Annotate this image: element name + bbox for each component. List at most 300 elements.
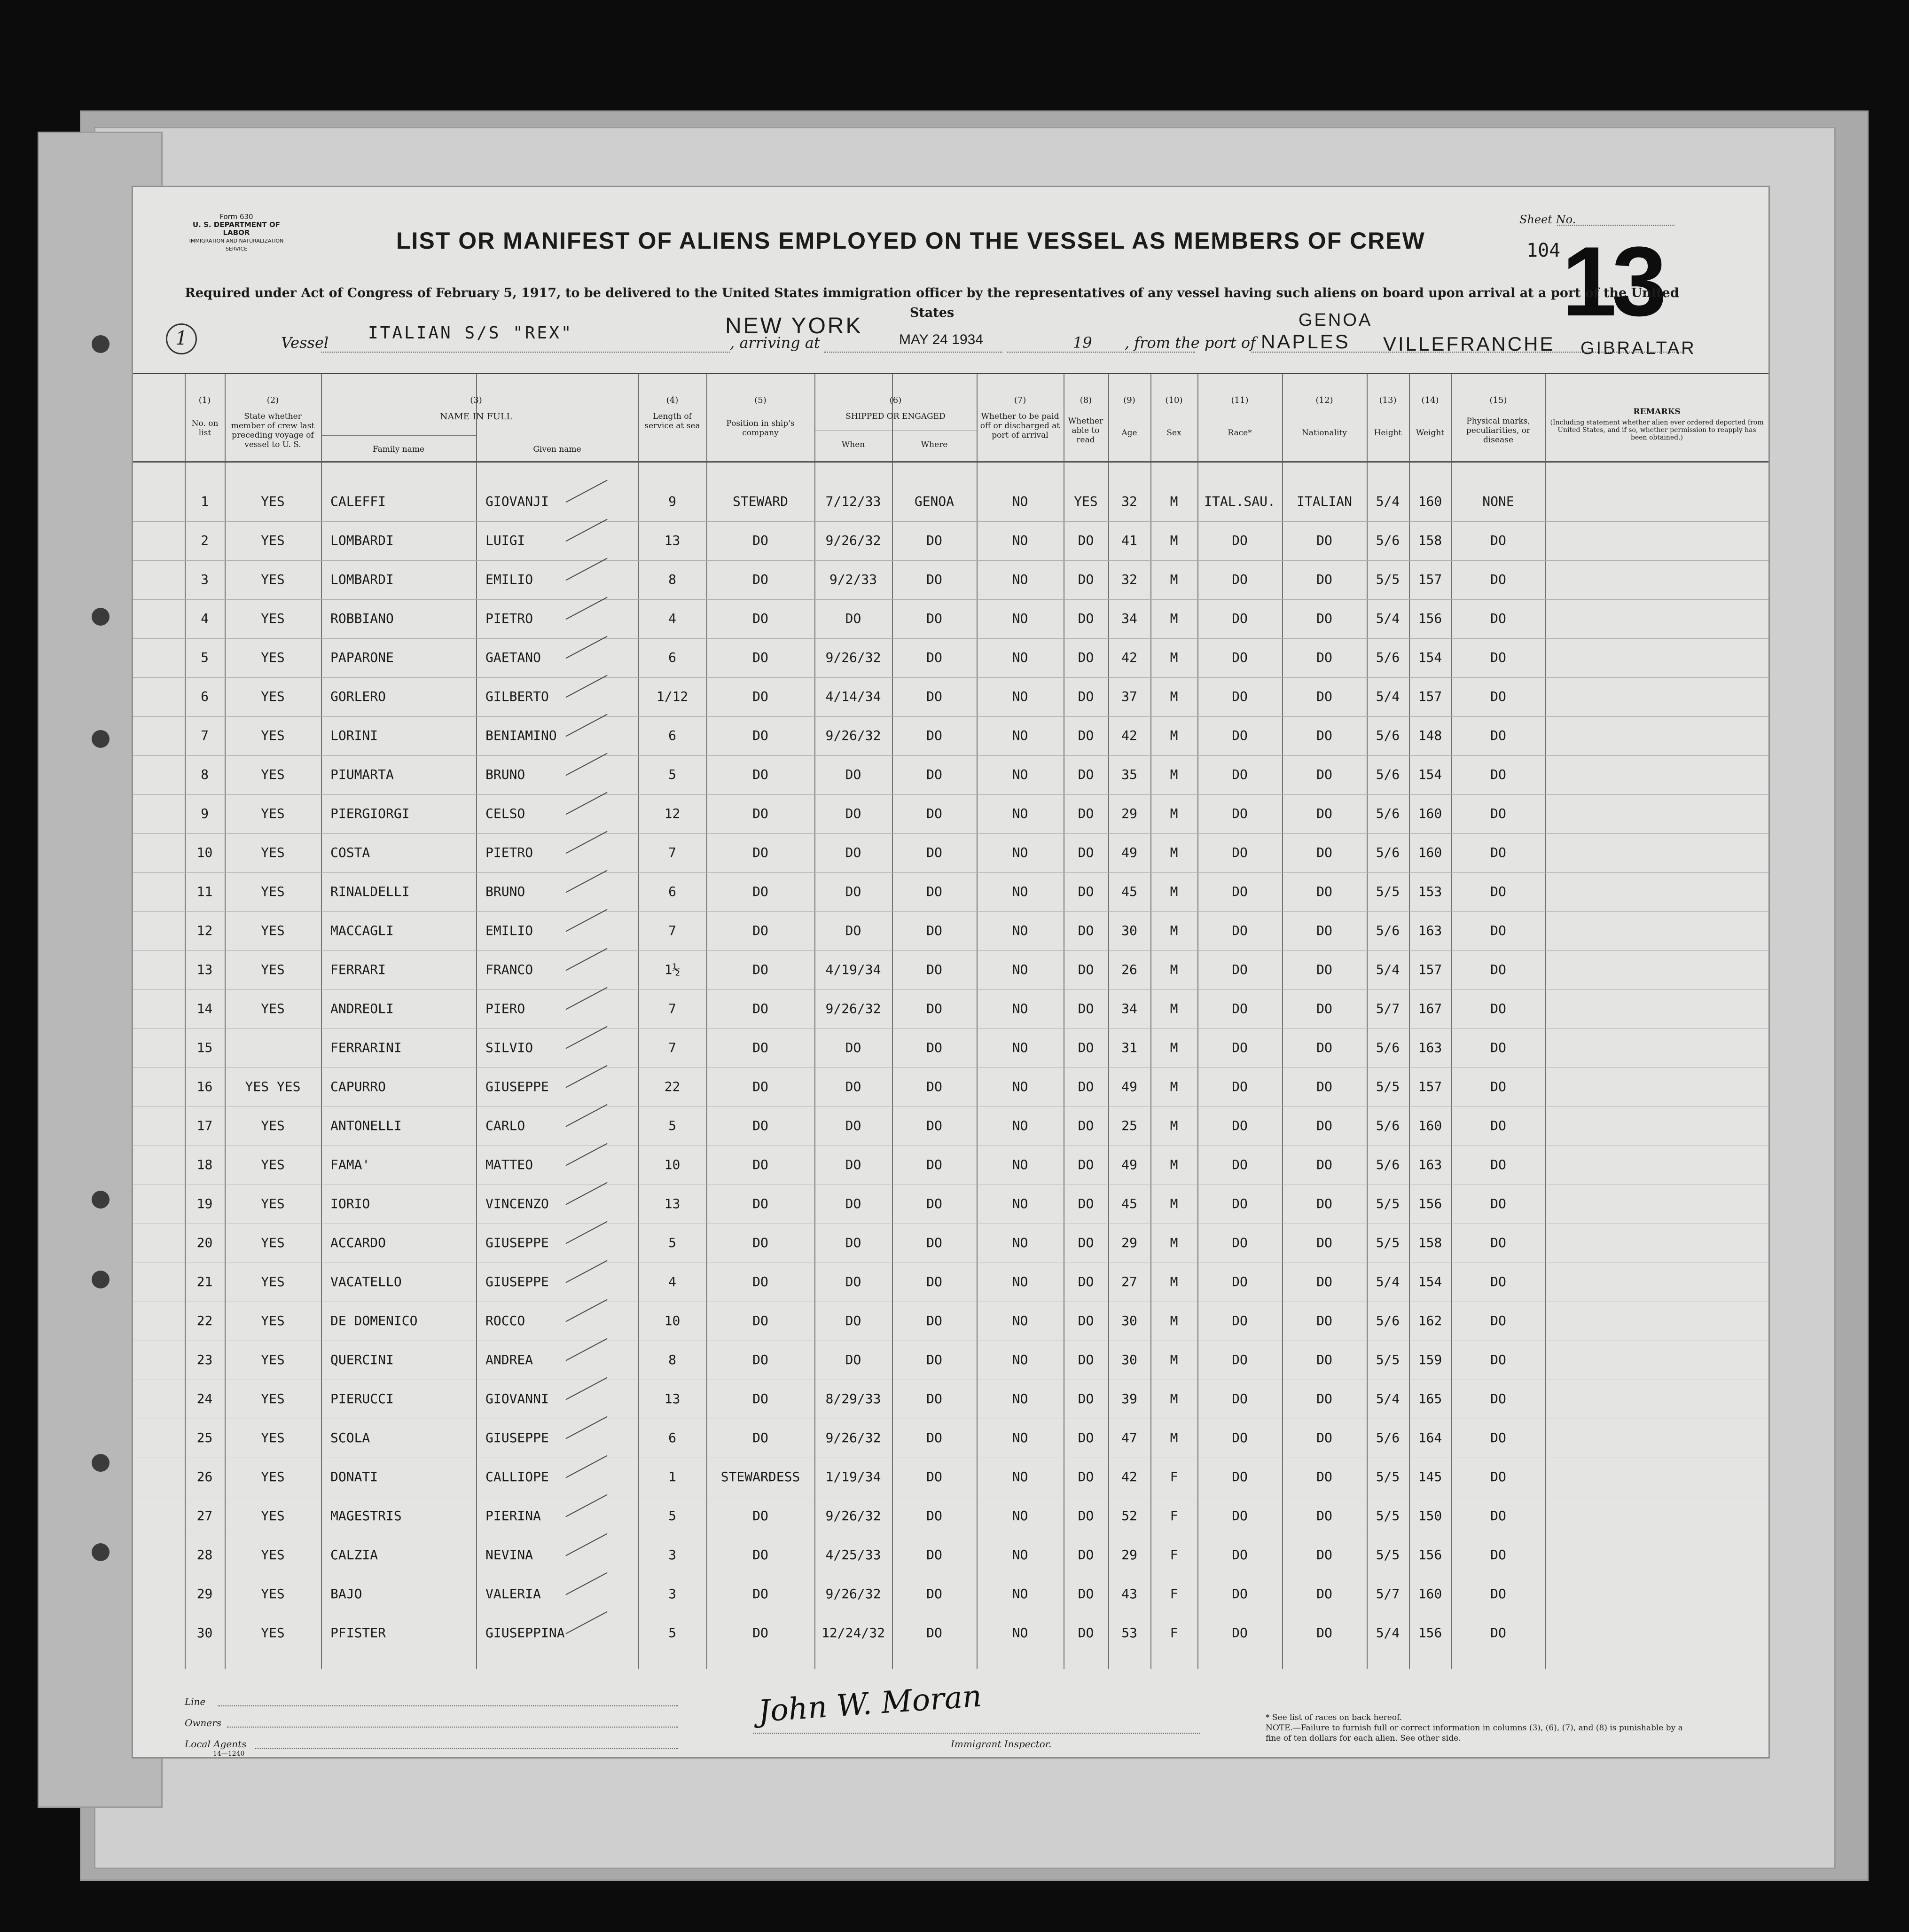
cell-position: DO	[752, 1196, 768, 1211]
cell-weight: 164	[1418, 1430, 1442, 1445]
cell-shipped-where: DO	[926, 728, 942, 743]
cell-nationality: DO	[1316, 923, 1332, 938]
cell-previous-voyage: YES	[261, 1508, 285, 1524]
cell-position: DO	[752, 572, 768, 587]
cell-shipped-where: DO	[926, 923, 942, 938]
cell-previous-voyage: YES YES	[245, 1079, 301, 1094]
cell-row-number: 2	[201, 533, 209, 548]
col5-number: (5)	[754, 395, 767, 405]
cell-previous-voyage: YES	[261, 1196, 285, 1211]
cell-paid-off: NO	[1012, 806, 1028, 821]
vessel-rule	[321, 352, 730, 353]
cell-sex: M	[1170, 650, 1178, 665]
cell-physical-marks: DO	[1490, 1352, 1506, 1367]
cell-physical-marks: DO	[1490, 1469, 1506, 1484]
col7-header: Whether to be paid off or discharged at port of arrival	[980, 412, 1060, 440]
cell-given-name: GAETANO	[485, 650, 541, 665]
cell-able-to-read: DO	[1078, 650, 1094, 665]
cell-shipped-when: DO	[845, 1118, 861, 1133]
cell-position: DO	[752, 845, 768, 860]
cell-physical-marks: DO	[1490, 1079, 1506, 1094]
cell-service-length: 22	[664, 1079, 681, 1094]
cell-paid-off: NO	[1012, 1274, 1028, 1289]
cell-height: 5/5	[1376, 1079, 1400, 1094]
cell-service-length: 7	[668, 1001, 676, 1016]
cell-family-name: CALZIA	[330, 1547, 378, 1563]
cell-shipped-when: 9/26/32	[825, 728, 881, 743]
cell-nationality: DO	[1316, 767, 1332, 782]
cell-paid-off: NO	[1012, 689, 1028, 704]
cell-service-length: 5	[668, 1235, 676, 1250]
cell-shipped-when: DO	[845, 923, 861, 938]
cell-family-name: DE DOMENICO	[330, 1313, 418, 1328]
year-label: 19	[1073, 334, 1092, 352]
cell-row-number: 5	[201, 650, 209, 665]
cell-service-length: 8	[668, 572, 676, 587]
col10-number: (10)	[1165, 395, 1183, 405]
cell-given-name: GIUSEPPE	[485, 1079, 549, 1094]
col4-number: (4)	[666, 395, 679, 405]
cell-able-to-read: DO	[1078, 884, 1094, 899]
cell-age: 41	[1121, 533, 1137, 548]
cell-weight: 157	[1418, 1079, 1442, 1094]
cell-family-name: SCOLA	[330, 1430, 370, 1445]
cell-able-to-read: DO	[1078, 728, 1094, 743]
where-header: Where	[921, 440, 948, 449]
cell-race: DO	[1232, 1157, 1248, 1172]
cell-service-length: 1/12	[656, 689, 688, 704]
form-number: Form 630	[219, 212, 253, 221]
cell-shipped-when: DO	[845, 1313, 861, 1328]
col3-number: (3)	[470, 395, 482, 405]
cell-given-name: PIERO	[485, 1001, 525, 1016]
cell-family-name: PAPARONE	[330, 650, 394, 665]
cell-physical-marks: DO	[1490, 533, 1506, 548]
arrival-port-stamp: NEW YORK	[725, 314, 863, 338]
cell-position: DO	[752, 689, 768, 704]
cell-age: 37	[1121, 689, 1137, 704]
cell-weight: 163	[1418, 1040, 1442, 1055]
service-name: IMMIGRATION AND NATURALIZATION SERVICE	[189, 238, 284, 252]
table-row	[133, 1341, 1768, 1380]
table-row	[133, 1302, 1768, 1341]
cell-service-length: 1	[668, 1469, 676, 1484]
cell-weight: 157	[1418, 962, 1442, 977]
cell-race: DO	[1232, 533, 1248, 548]
cell-given-name: VALERIA	[485, 1586, 541, 1602]
cell-given-name: LUIGI	[485, 533, 525, 548]
cell-physical-marks: DO	[1490, 650, 1506, 665]
cell-weight: 157	[1418, 689, 1442, 704]
cell-race: DO	[1232, 962, 1248, 977]
cell-age: 30	[1121, 923, 1137, 938]
cell-shipped-when: 9/26/32	[825, 650, 881, 665]
cell-race: DO	[1232, 611, 1248, 626]
cell-physical-marks: DO	[1490, 1235, 1506, 1250]
cell-previous-voyage: YES	[261, 650, 285, 665]
cell-nationality: DO	[1316, 611, 1332, 626]
punch-hole	[92, 1271, 110, 1288]
col9-number: (9)	[1123, 395, 1135, 405]
cell-nationality: DO	[1316, 1547, 1332, 1563]
cell-nationality: DO	[1316, 1586, 1332, 1602]
table-row	[133, 638, 1768, 678]
cell-paid-off: NO	[1012, 1547, 1028, 1563]
cell-sex: M	[1170, 884, 1178, 899]
cell-service-length: 9	[668, 494, 676, 509]
cell-weight: 160	[1418, 1118, 1442, 1133]
cell-sex: M	[1170, 1235, 1178, 1250]
cell-race: DO	[1232, 728, 1248, 743]
cell-shipped-when: DO	[845, 611, 861, 626]
cell-shipped-when: 12/24/32	[821, 1625, 885, 1641]
cell-shipped-when: 4/25/33	[825, 1547, 881, 1563]
cell-position: DO	[752, 1001, 768, 1016]
cell-paid-off: NO	[1012, 1235, 1028, 1250]
cell-given-name: SILVIO	[485, 1040, 533, 1055]
cell-previous-voyage: YES	[261, 572, 285, 587]
cell-position: DO	[752, 1235, 768, 1250]
cell-shipped-where: DO	[926, 1196, 942, 1211]
col6-number: (6)	[889, 395, 902, 405]
cell-previous-voyage: YES	[261, 1157, 285, 1172]
punch-hole	[92, 730, 110, 748]
cell-given-name: GIUSEPPINA	[485, 1625, 565, 1641]
crew-manifest-table	[133, 373, 1768, 1667]
cell-height: 5/5	[1376, 1547, 1400, 1563]
port-naples: NAPLES	[1261, 330, 1350, 353]
department-name: U. S. DEPARTMENT OF LABOR	[192, 220, 281, 237]
vessel-name: ITALIAN S/S "REX"	[368, 323, 573, 343]
cell-shipped-where: DO	[926, 1625, 942, 1641]
cell-weight: 156	[1418, 1196, 1442, 1211]
cell-previous-voyage: YES	[261, 611, 285, 626]
cell-race: DO	[1232, 1196, 1248, 1211]
cell-sex: M	[1170, 1274, 1178, 1289]
cell-race: DO	[1232, 1235, 1248, 1250]
port-gibraltar: GIBRALTAR	[1580, 338, 1696, 358]
cell-nationality: DO	[1316, 962, 1332, 977]
cell-service-length: 4	[668, 1274, 676, 1289]
cell-sex: M	[1170, 767, 1178, 782]
table-row	[133, 1458, 1768, 1497]
cell-nationality: DO	[1316, 689, 1332, 704]
cell-age: 49	[1121, 845, 1137, 860]
cell-nationality: DO	[1316, 533, 1332, 548]
col7-number: (7)	[1014, 395, 1026, 405]
cell-height: 5/6	[1376, 1430, 1400, 1445]
table-row	[133, 794, 1768, 834]
cell-family-name: LORINI	[330, 728, 378, 743]
form-identifier	[185, 213, 288, 253]
cell-age: 47	[1121, 1430, 1137, 1445]
cell-physical-marks: DO	[1490, 728, 1506, 743]
cell-given-name: EMILIO	[485, 923, 533, 938]
cell-service-length: 5	[668, 767, 676, 782]
cell-age: 29	[1121, 1235, 1137, 1250]
cell-age: 49	[1121, 1079, 1137, 1094]
cell-paid-off: NO	[1012, 1508, 1028, 1524]
cell-family-name: LOMBARDI	[330, 572, 394, 587]
cell-age: 34	[1121, 1001, 1137, 1016]
cell-age: 42	[1121, 650, 1137, 665]
cell-age: 27	[1121, 1274, 1137, 1289]
header-rule	[133, 461, 1768, 463]
cell-physical-marks: DO	[1490, 1586, 1506, 1602]
cell-height: 5/6	[1376, 650, 1400, 665]
cell-service-length: 5	[668, 1118, 676, 1133]
cell-physical-marks: DO	[1490, 1313, 1506, 1328]
table-row	[133, 911, 1768, 951]
port-villefranche: VILLEFRANCHE	[1383, 333, 1555, 355]
cell-weight: 160	[1418, 494, 1442, 509]
cell-shipped-where: DO	[926, 1508, 942, 1524]
cell-row-number: 8	[201, 767, 209, 782]
cell-previous-voyage: YES	[261, 1391, 285, 1406]
cell-row-number: 18	[196, 1157, 213, 1172]
cell-row-number: 6	[201, 689, 209, 704]
line-label: Line	[185, 1696, 206, 1707]
cell-shipped-when: 1/19/34	[825, 1469, 881, 1484]
cell-shipped-where: DO	[926, 1040, 942, 1055]
cell-shipped-where: DO	[926, 1352, 942, 1367]
cell-previous-voyage: YES	[261, 494, 285, 509]
cell-row-number: 19	[196, 1196, 213, 1211]
cell-shipped-when: DO	[845, 1196, 861, 1211]
cell-able-to-read: DO	[1078, 1391, 1094, 1406]
port-genoa: GENOA	[1299, 310, 1373, 330]
cell-sex: M	[1170, 1118, 1178, 1133]
cell-shipped-when: 8/29/33	[825, 1391, 881, 1406]
cell-position: STEWARDESS	[720, 1469, 800, 1484]
col12-number: (12)	[1315, 395, 1333, 405]
cell-able-to-read: DO	[1078, 1547, 1094, 1563]
cell-able-to-read: DO	[1078, 923, 1094, 938]
cell-given-name: ANDREA	[485, 1352, 533, 1367]
cell-shipped-where: DO	[926, 1586, 942, 1602]
punch-hole	[92, 1543, 110, 1561]
col1-header: No. on list	[191, 419, 219, 438]
cell-height: 5/4	[1376, 689, 1400, 704]
col12-header: Nationality	[1302, 428, 1347, 438]
cell-sex: M	[1170, 1196, 1178, 1211]
cell-physical-marks: DO	[1490, 884, 1506, 899]
cell-position: DO	[752, 962, 768, 977]
cell-row-number: 26	[196, 1469, 213, 1484]
given-name-header: Given name	[533, 445, 581, 454]
cell-service-length: 6	[668, 884, 676, 899]
table-row	[133, 833, 1768, 873]
cell-family-name: ACCARDO	[330, 1235, 386, 1250]
cell-position: DO	[752, 533, 768, 548]
cell-age: 39	[1121, 1391, 1137, 1406]
cell-given-name: BRUNO	[485, 767, 525, 782]
col15-number: (15)	[1489, 395, 1507, 405]
cell-given-name: PIERINA	[485, 1508, 541, 1524]
table-row	[133, 1614, 1768, 1653]
table-row	[133, 1263, 1768, 1302]
cell-weight: 158	[1418, 1235, 1442, 1250]
cell-row-number: 15	[196, 1040, 213, 1055]
cell-shipped-where: DO	[926, 689, 942, 704]
cell-nationality: DO	[1316, 1469, 1332, 1484]
col15-header: Physical marks, peculiarities, or disease	[1466, 416, 1531, 445]
cell-position: DO	[752, 611, 768, 626]
cell-row-number: 14	[196, 1001, 213, 1016]
cell-service-length: 7	[668, 1040, 676, 1055]
cell-shipped-where: DO	[926, 767, 942, 782]
cell-service-length: 10	[664, 1313, 681, 1328]
cell-able-to-read: DO	[1078, 1352, 1094, 1367]
cell-age: 32	[1121, 572, 1137, 587]
cell-previous-voyage: YES	[261, 884, 285, 899]
cell-shipped-where: DO	[926, 1235, 942, 1250]
cell-previous-voyage: YES	[261, 1274, 285, 1289]
cell-sex: M	[1170, 1391, 1178, 1406]
cell-paid-off: NO	[1012, 1001, 1028, 1016]
cell-shipped-where: DO	[926, 1313, 942, 1328]
cell-row-number: 29	[196, 1586, 213, 1602]
cell-able-to-read: DO	[1078, 572, 1094, 587]
cell-physical-marks: DO	[1490, 1391, 1506, 1406]
local-agents-label: Local Agents	[185, 1738, 247, 1750]
cell-weight: 145	[1418, 1469, 1442, 1484]
cell-position: DO	[752, 1508, 768, 1524]
cell-previous-voyage: YES	[261, 1313, 285, 1328]
cell-previous-voyage: YES	[261, 962, 285, 977]
cell-service-length: 8	[668, 1352, 676, 1367]
cell-able-to-read: DO	[1078, 1313, 1094, 1328]
table-row	[133, 1497, 1768, 1536]
cell-height: 5/5	[1376, 1196, 1400, 1211]
cell-position: DO	[752, 884, 768, 899]
cell-previous-voyage: YES	[261, 1547, 285, 1563]
table-row	[133, 1536, 1768, 1575]
cell-race: DO	[1232, 650, 1248, 665]
sheet-number-label: Sheet No.	[1519, 213, 1576, 226]
cell-row-number: 28	[196, 1547, 213, 1563]
col14-number: (14)	[1421, 395, 1439, 405]
table-row	[133, 1224, 1768, 1263]
punch-hole	[92, 608, 110, 626]
cell-given-name: BENIAMINO	[485, 728, 557, 743]
cell-physical-marks: DO	[1490, 1547, 1506, 1563]
cell-weight: 154	[1418, 650, 1442, 665]
cell-family-name: PIERUCCI	[330, 1391, 394, 1406]
cell-paid-off: NO	[1012, 1586, 1028, 1602]
cell-physical-marks: DO	[1490, 806, 1506, 821]
cell-race: DO	[1232, 923, 1248, 938]
col11-number: (11)	[1231, 395, 1249, 405]
cell-sex: M	[1170, 1430, 1178, 1445]
cell-position: DO	[752, 1352, 768, 1367]
cell-service-length: 13	[664, 533, 681, 548]
cell-previous-voyage: YES	[261, 1625, 285, 1641]
cell-paid-off: NO	[1012, 845, 1028, 860]
cell-family-name: MACCAGLI	[330, 923, 394, 938]
cell-physical-marks: DO	[1490, 962, 1506, 977]
cell-sex: F	[1170, 1586, 1178, 1602]
col4-header: Length of service at sea	[644, 412, 700, 431]
cell-service-length: 12	[664, 806, 681, 821]
cell-shipped-where: DO	[926, 1430, 942, 1445]
cell-shipped-when: 7/12/33	[825, 494, 881, 509]
cell-shipped-where: DO	[926, 611, 942, 626]
cell-height: 5/4	[1376, 494, 1400, 509]
date-stamp: MAY 24 1934	[899, 332, 984, 347]
col8-number: (8)	[1080, 395, 1092, 405]
cell-previous-voyage: YES	[261, 767, 285, 782]
cell-shipped-where: GENOA	[914, 494, 954, 509]
cell-nationality: DO	[1316, 1391, 1332, 1406]
cell-given-name: PIETRO	[485, 845, 533, 860]
cell-paid-off: NO	[1012, 1196, 1028, 1211]
cell-able-to-read: DO	[1078, 1118, 1094, 1133]
cell-row-number: 24	[196, 1391, 213, 1406]
cell-race: DO	[1232, 1586, 1248, 1602]
cell-paid-off: NO	[1012, 1313, 1028, 1328]
cell-row-number: 27	[196, 1508, 213, 1524]
cell-able-to-read: DO	[1078, 1235, 1094, 1250]
cell-family-name: CALEFFI	[330, 494, 386, 509]
cell-nationality: DO	[1316, 1001, 1332, 1016]
cell-shipped-when: DO	[845, 1040, 861, 1055]
manifest-sheet	[132, 186, 1770, 1759]
cell-paid-off: NO	[1012, 1391, 1028, 1406]
cell-service-length: 3	[668, 1547, 676, 1563]
cell-shipped-when: 9/26/32	[825, 1001, 881, 1016]
cell-position: DO	[752, 1118, 768, 1133]
cell-physical-marks: DO	[1490, 767, 1506, 782]
cell-sex: M	[1170, 1157, 1178, 1172]
cell-given-name: GIUSEPPE	[485, 1274, 549, 1289]
remarks-note: (Including statement whether alien ever ordered deported from United States, and if so, whether permission to reapply has been obtained.)	[1550, 419, 1764, 441]
family-name-header: Family name	[372, 445, 425, 454]
cell-physical-marks: DO	[1490, 1430, 1506, 1445]
cell-paid-off: NO	[1012, 1625, 1028, 1641]
cell-shipped-where: DO	[926, 845, 942, 860]
cell-age: 45	[1121, 884, 1137, 899]
cell-able-to-read: DO	[1078, 1430, 1094, 1445]
cell-sex: F	[1170, 1508, 1178, 1524]
cell-age: 30	[1121, 1313, 1137, 1328]
table-row	[133, 1029, 1768, 1068]
cell-race: DO	[1232, 1118, 1248, 1133]
cell-race: DO	[1232, 1040, 1248, 1055]
cell-physical-marks: DO	[1490, 1274, 1506, 1289]
cell-shipped-where: DO	[926, 1274, 942, 1289]
cell-shipped-when: 9/26/32	[825, 533, 881, 548]
footnote	[1266, 1712, 1689, 1744]
cell-family-name: ANTONELLI	[330, 1118, 402, 1133]
cell-family-name: QUERCINI	[330, 1352, 394, 1367]
cell-family-name: LOMBARDI	[330, 533, 394, 548]
cell-race: DO	[1232, 1547, 1248, 1563]
cell-nationality: DO	[1316, 1508, 1332, 1524]
col1-number: (1)	[198, 395, 211, 405]
cell-able-to-read: DO	[1078, 1040, 1094, 1055]
arriving-label: , arriving at	[730, 334, 820, 352]
cell-physical-marks: DO	[1490, 1040, 1506, 1055]
table-row	[133, 1575, 1768, 1614]
col6-header: SHIPPED OR ENGAGED	[845, 412, 946, 421]
cell-nationality: DO	[1316, 572, 1332, 587]
race-footnote: * See list of races on back hereof.	[1266, 1713, 1402, 1722]
cell-service-length: 6	[668, 728, 676, 743]
cell-physical-marks: DO	[1490, 1118, 1506, 1133]
cell-service-length: 4	[668, 611, 676, 626]
cell-service-length: 3	[668, 1586, 676, 1602]
